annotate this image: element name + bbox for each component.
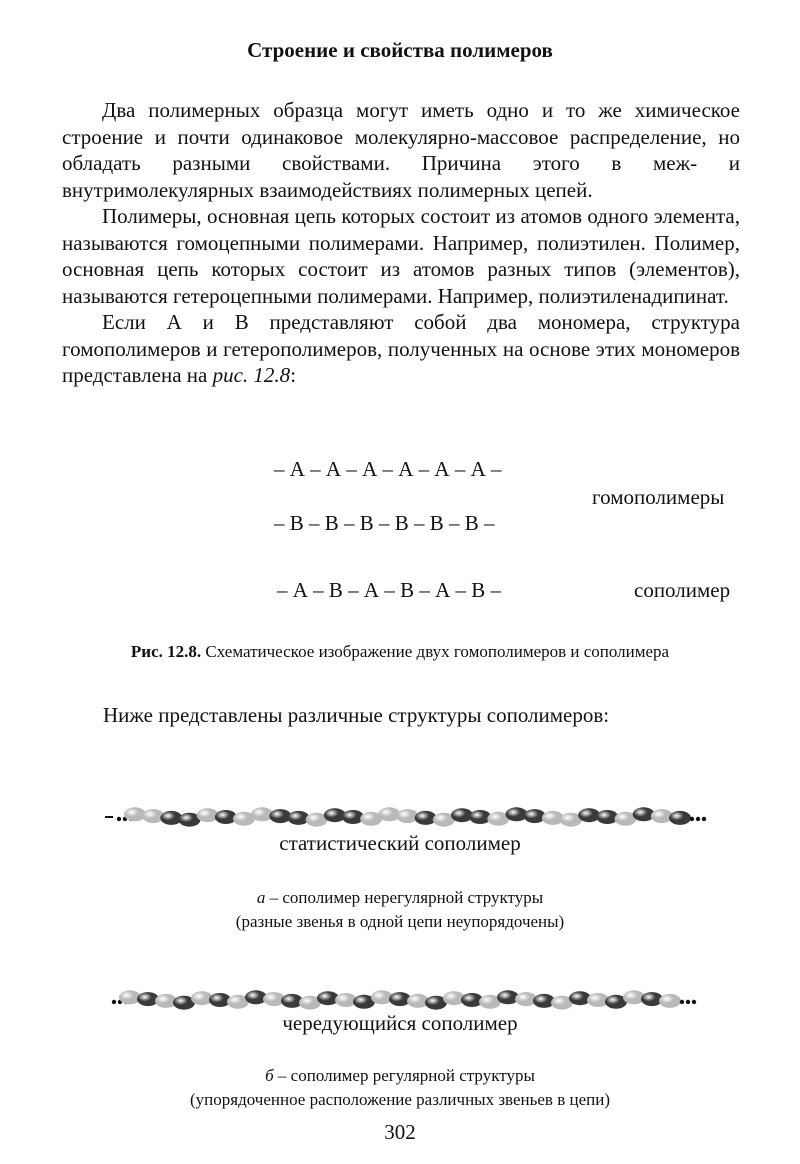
statistical-copolymer-caption <box>0 886 800 934</box>
chain-continuation-dot <box>686 1000 690 1004</box>
chain-continuation-dot <box>690 817 694 821</box>
chain-continuation-dot <box>692 1000 696 1004</box>
chain-continuation-dot <box>112 1000 116 1004</box>
statistical-caption-line1 <box>0 886 800 910</box>
section-title: Строение и свойства полимеров <box>247 38 553 62</box>
paragraph-3-end: : <box>290 363 297 387</box>
alternating-caption-desc: – сополимер регулярной структуры <box>273 1066 535 1085</box>
figure-reference: рис. 12.8 <box>212 363 291 387</box>
paragraph-2: Полимеры, основная цепь которых состоит из атомов одного элемента, называются гомоцепными полимерами. Например, полиэтилен. Полимер, основная цепь которых состоит из атомов разных типов (элементов), называются гетероцепными полимерами. Например, полиэтиленадипинат. <box>62 204 740 308</box>
alternating-copolymer-caption <box>0 1064 800 1112</box>
alternating-caption-line1 <box>0 1064 800 1088</box>
alternating-caption-letter: б <box>265 1066 274 1085</box>
chain-continuation-dot <box>680 1000 684 1004</box>
paragraph-3 <box>62 309 740 389</box>
homopolymers-label: гомополимеры <box>592 485 725 509</box>
homopolymer-chain-a: – А – А – А – А – А – А – <box>274 457 502 481</box>
copolymer-label: сополимер <box>634 578 731 602</box>
paragraph-3-text: Если А и В представляют собой два мономера, структура гомополимеров и гетерополимеров, полученных на основе этих мономеров представлена на <box>62 310 740 387</box>
copolymer-chain: – А – В – А – В – А – В – <box>277 578 502 602</box>
statistical-caption-line2: (разные звенья в одной цепи неупорядочены) <box>235 912 565 931</box>
alternating-caption-line2: (упорядоченное расположение различных звеньев в цепи) <box>190 1090 610 1109</box>
statistical-copolymer-label: статистический сополимер <box>279 831 521 855</box>
statistical-caption-desc: – сополимер нерегулярной структуры <box>265 888 544 907</box>
dark-monomer-bead <box>669 811 691 825</box>
figure-caption-text: Схематическое изображение двух гомополимеров и сополимера <box>201 642 670 661</box>
paragraph-1: Два полимерных образца могут иметь одно и то же химическое строение и почти одинаковое молекулярно-массовое распределение, но обладать разными свойствами. Причина этого в меж- и внутримолекулярных взаимодействиях полимерных цепей. <box>62 98 740 202</box>
chain-continuation-dot <box>702 817 706 821</box>
page-number: 302 <box>384 1120 416 1144</box>
figure-caption <box>0 642 800 662</box>
light-monomer-bead <box>659 994 681 1008</box>
body-text <box>62 97 740 389</box>
chain-continuation-dot <box>696 817 700 821</box>
homopolymer-chain-b: – В – В – В – В – В – В – <box>274 511 495 535</box>
structures-intro: Ниже представлены различные структуры сополимеров: <box>103 703 610 727</box>
chain-continuation-dot <box>117 817 121 821</box>
figure-caption-number: Рис. 12.8. <box>130 642 202 661</box>
statistical-caption-letter: а <box>256 888 266 907</box>
alternating-copolymer-label: чередующийся сополимер <box>282 1011 518 1035</box>
